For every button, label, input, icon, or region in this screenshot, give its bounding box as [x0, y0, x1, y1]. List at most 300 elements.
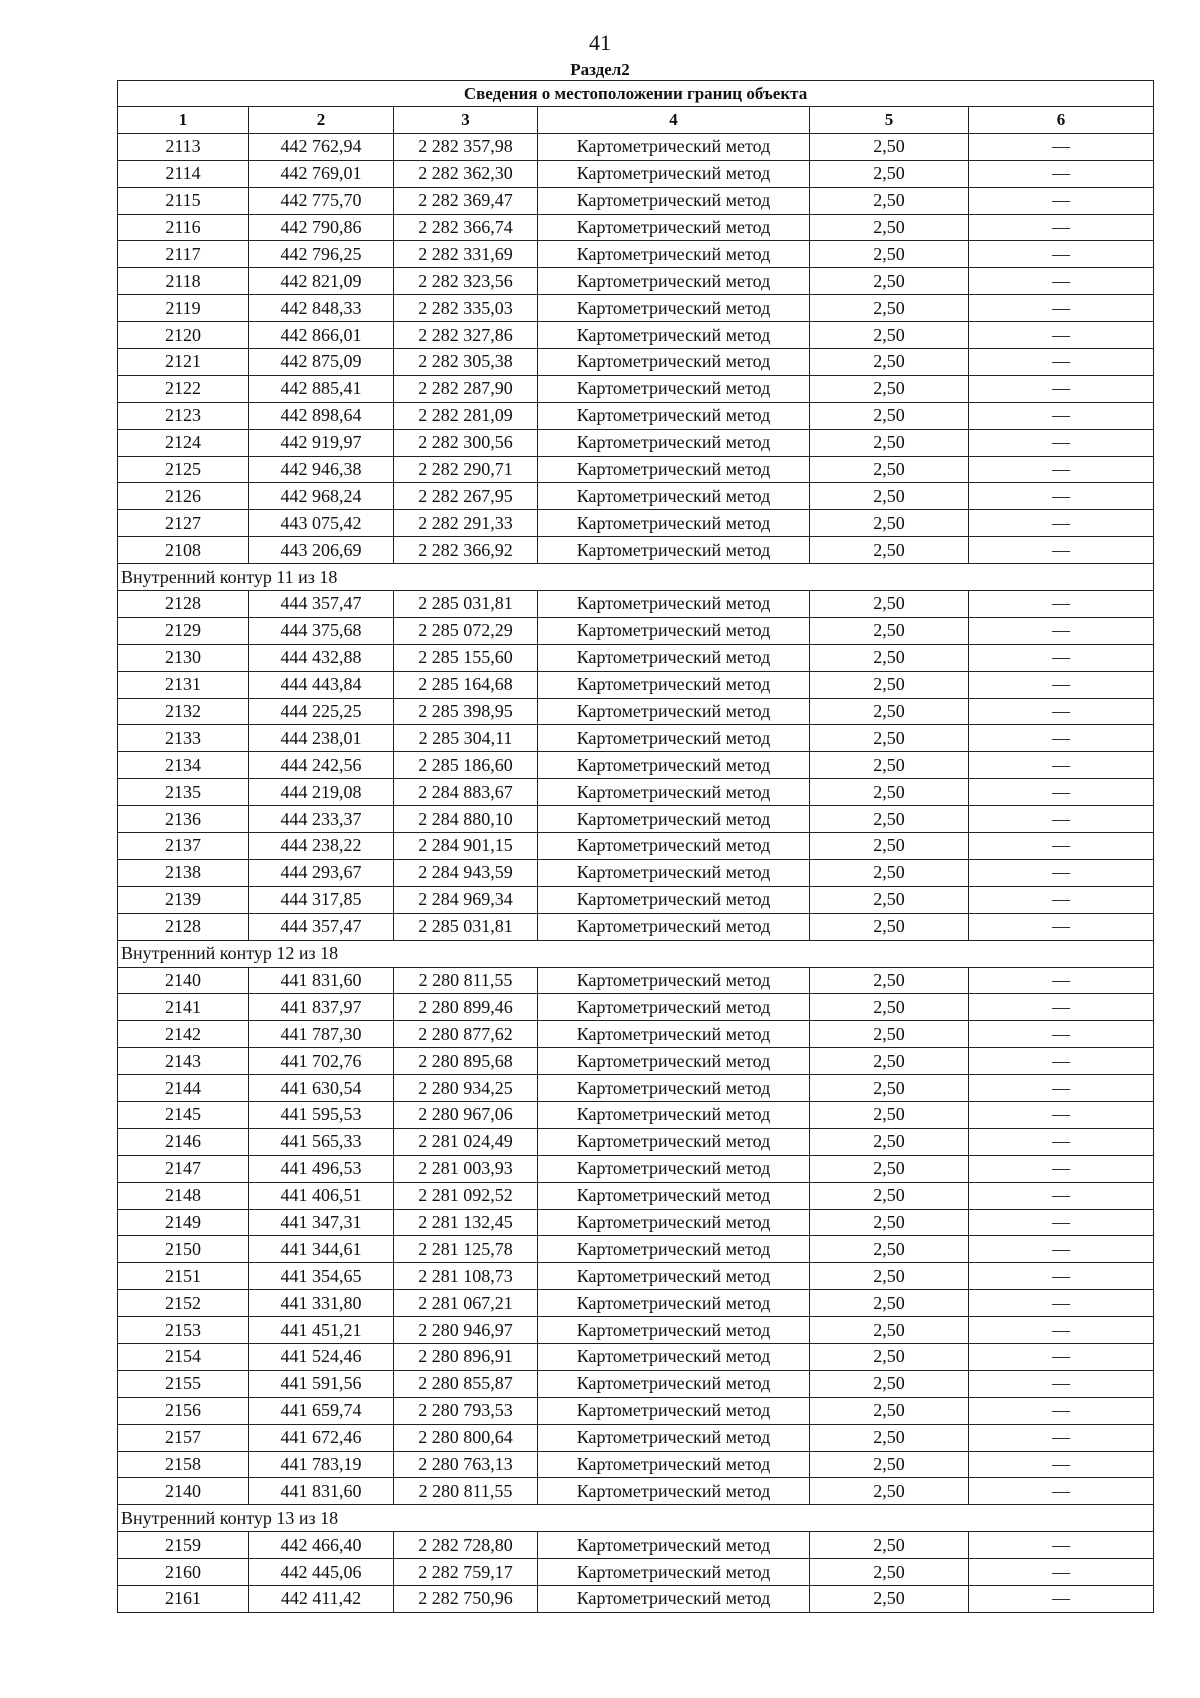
method-cell: Картометрический метод: [538, 349, 810, 376]
point-number-cell: 2119: [118, 295, 249, 322]
description-cell: —: [969, 859, 1154, 886]
y-coordinate-cell: 2 281 125,78: [394, 1236, 538, 1263]
description-cell: —: [969, 1155, 1154, 1182]
method-cell: Картометрический метод: [538, 644, 810, 671]
accuracy-cell: 2,50: [810, 1343, 969, 1370]
table-row: [118, 402, 1154, 429]
y-coordinate-cell: 2 282 362,30: [394, 160, 538, 187]
point-number-cell: 2120: [118, 322, 249, 349]
table-row: [118, 591, 1154, 618]
x-coordinate-cell: 444 293,67: [249, 859, 394, 886]
table-row: [118, 322, 1154, 349]
point-number-cell: 2150: [118, 1236, 249, 1263]
point-number-cell: 2126: [118, 483, 249, 510]
method-cell: Картометрический метод: [538, 483, 810, 510]
accuracy-cell: 2,50: [810, 617, 969, 644]
point-number-cell: 2146: [118, 1128, 249, 1155]
column-number-row: [118, 107, 1154, 134]
y-coordinate-cell: 2 282 369,47: [394, 187, 538, 214]
accuracy-cell: 2,50: [810, 1075, 969, 1102]
table-row: [118, 1424, 1154, 1451]
x-coordinate-cell: 444 443,84: [249, 671, 394, 698]
accuracy-cell: 2,50: [810, 295, 969, 322]
x-coordinate-cell: 441 672,46: [249, 1424, 394, 1451]
table-row: [118, 187, 1154, 214]
description-cell: —: [969, 833, 1154, 860]
accuracy-cell: 2,50: [810, 133, 969, 160]
description-cell: —: [969, 1021, 1154, 1048]
point-number-cell: 2149: [118, 1209, 249, 1236]
accuracy-cell: 2,50: [810, 510, 969, 537]
y-coordinate-cell: 2 285 164,68: [394, 671, 538, 698]
contour-heading: Внутренний контур 13 из 18: [118, 1505, 1154, 1532]
point-number-cell: 2139: [118, 886, 249, 913]
accuracy-cell: 2,50: [810, 187, 969, 214]
point-number-cell: 2124: [118, 429, 249, 456]
point-number-cell: 2128: [118, 913, 249, 940]
method-cell: Картометрический метод: [538, 913, 810, 940]
y-coordinate-cell: 2 282 327,86: [394, 322, 538, 349]
method-cell: Картометрический метод: [538, 537, 810, 564]
point-number-cell: 2151: [118, 1263, 249, 1290]
point-number-cell: 2155: [118, 1370, 249, 1397]
method-cell: Картометрический метод: [538, 322, 810, 349]
x-coordinate-cell: 441 783,19: [249, 1451, 394, 1478]
x-coordinate-cell: 441 630,54: [249, 1075, 394, 1102]
table-row: [118, 214, 1154, 241]
method-cell: Картометрический метод: [538, 1075, 810, 1102]
y-coordinate-cell: 2 285 031,81: [394, 591, 538, 618]
point-number-cell: 2157: [118, 1424, 249, 1451]
x-coordinate-cell: 441 595,53: [249, 1101, 394, 1128]
point-number-cell: 2143: [118, 1048, 249, 1075]
description-cell: —: [969, 806, 1154, 833]
contour-heading-row: [118, 940, 1154, 967]
method-cell: Картометрический метод: [538, 429, 810, 456]
description-cell: —: [969, 160, 1154, 187]
x-coordinate-cell: 441 831,60: [249, 967, 394, 994]
point-number-cell: 2135: [118, 779, 249, 806]
y-coordinate-cell: 2 280 763,13: [394, 1451, 538, 1478]
description-cell: —: [969, 671, 1154, 698]
accuracy-cell: 2,50: [810, 1290, 969, 1317]
method-cell: Картометрический метод: [538, 1585, 810, 1612]
accuracy-cell: 2,50: [810, 1155, 969, 1182]
y-coordinate-cell: 2 280 946,97: [394, 1317, 538, 1344]
y-coordinate-cell: 2 281 003,93: [394, 1155, 538, 1182]
y-coordinate-cell: 2 280 899,46: [394, 994, 538, 1021]
method-cell: Картометрический метод: [538, 241, 810, 268]
method-cell: Картометрический метод: [538, 375, 810, 402]
point-number-cell: 2122: [118, 375, 249, 402]
table-row: [118, 833, 1154, 860]
table-row: [118, 806, 1154, 833]
y-coordinate-cell: 2 282 305,38: [394, 349, 538, 376]
y-coordinate-cell: 2 284 943,59: [394, 859, 538, 886]
table-row: [118, 295, 1154, 322]
y-coordinate-cell: 2 281 024,49: [394, 1128, 538, 1155]
accuracy-cell: 2,50: [810, 429, 969, 456]
x-coordinate-cell: 442 875,09: [249, 349, 394, 376]
method-cell: Картометрический метод: [538, 833, 810, 860]
y-coordinate-cell: 2 281 067,21: [394, 1290, 538, 1317]
description-cell: —: [969, 1048, 1154, 1075]
method-cell: Картометрический метод: [538, 133, 810, 160]
description-cell: —: [969, 133, 1154, 160]
x-coordinate-cell: 441 406,51: [249, 1182, 394, 1209]
accuracy-cell: 2,50: [810, 1101, 969, 1128]
table-row: [118, 1236, 1154, 1263]
accuracy-cell: 2,50: [810, 591, 969, 618]
method-cell: Картометрический метод: [538, 591, 810, 618]
method-cell: Картометрический метод: [538, 1370, 810, 1397]
column-header: 6: [969, 107, 1154, 134]
y-coordinate-cell: 2 282 759,17: [394, 1559, 538, 1586]
y-coordinate-cell: 2 285 155,60: [394, 644, 538, 671]
x-coordinate-cell: 442 762,94: [249, 133, 394, 160]
description-cell: —: [969, 1101, 1154, 1128]
method-cell: Картометрический метод: [538, 402, 810, 429]
y-coordinate-cell: 2 280 895,68: [394, 1048, 538, 1075]
point-number-cell: 2160: [118, 1559, 249, 1586]
x-coordinate-cell: 444 242,56: [249, 752, 394, 779]
method-cell: Картометрический метод: [538, 1128, 810, 1155]
table-row: [118, 375, 1154, 402]
method-cell: Картометрический метод: [538, 1343, 810, 1370]
point-number-cell: 2127: [118, 510, 249, 537]
x-coordinate-cell: 441 354,65: [249, 1263, 394, 1290]
method-cell: Картометрический метод: [538, 1021, 810, 1048]
accuracy-cell: 2,50: [810, 1021, 969, 1048]
accuracy-cell: 2,50: [810, 698, 969, 725]
table-row: [118, 1370, 1154, 1397]
boundary-coordinates-table: [117, 80, 1154, 1613]
x-coordinate-cell: 444 375,68: [249, 617, 394, 644]
description-cell: —: [969, 483, 1154, 510]
x-coordinate-cell: 442 769,01: [249, 160, 394, 187]
y-coordinate-cell: 2 280 896,91: [394, 1343, 538, 1370]
description-cell: —: [969, 295, 1154, 322]
accuracy-cell: 2,50: [810, 456, 969, 483]
point-number-cell: 2138: [118, 859, 249, 886]
y-coordinate-cell: 2 285 186,60: [394, 752, 538, 779]
table-row: [118, 268, 1154, 295]
table-row: [118, 779, 1154, 806]
x-coordinate-cell: 444 238,01: [249, 725, 394, 752]
description-cell: —: [969, 322, 1154, 349]
column-header: 2: [249, 107, 394, 134]
column-header: 3: [394, 107, 538, 134]
description-cell: —: [969, 510, 1154, 537]
point-number-cell: 2132: [118, 698, 249, 725]
description-cell: —: [969, 1182, 1154, 1209]
accuracy-cell: 2,50: [810, 1317, 969, 1344]
x-coordinate-cell: 441 565,33: [249, 1128, 394, 1155]
x-coordinate-cell: 441 524,46: [249, 1343, 394, 1370]
accuracy-cell: 2,50: [810, 268, 969, 295]
table-row: [118, 537, 1154, 564]
table-row: [118, 698, 1154, 725]
y-coordinate-cell: 2 282 287,90: [394, 375, 538, 402]
table-row: [118, 886, 1154, 913]
accuracy-cell: 2,50: [810, 537, 969, 564]
table-row: [118, 1451, 1154, 1478]
description-cell: —: [969, 1478, 1154, 1505]
x-coordinate-cell: 442 885,41: [249, 375, 394, 402]
x-coordinate-cell: 442 796,25: [249, 241, 394, 268]
x-coordinate-cell: 444 357,47: [249, 591, 394, 618]
description-cell: —: [969, 1585, 1154, 1612]
description-cell: —: [969, 752, 1154, 779]
method-cell: Картометрический метод: [538, 806, 810, 833]
point-number-cell: 2134: [118, 752, 249, 779]
x-coordinate-cell: 441 831,60: [249, 1478, 394, 1505]
point-number-cell: 2148: [118, 1182, 249, 1209]
method-cell: Картометрический метод: [538, 1209, 810, 1236]
x-coordinate-cell: 442 919,97: [249, 429, 394, 456]
accuracy-cell: 2,50: [810, 1585, 969, 1612]
description-cell: —: [969, 967, 1154, 994]
description-cell: —: [969, 241, 1154, 268]
x-coordinate-cell: 442 445,06: [249, 1559, 394, 1586]
method-cell: Картометрический метод: [538, 1290, 810, 1317]
point-number-cell: 2144: [118, 1075, 249, 1102]
table-row: [118, 671, 1154, 698]
description-cell: —: [969, 725, 1154, 752]
table-row: [118, 1290, 1154, 1317]
y-coordinate-cell: 2 284 901,15: [394, 833, 538, 860]
y-coordinate-cell: 2 281 108,73: [394, 1263, 538, 1290]
x-coordinate-cell: 441 451,21: [249, 1317, 394, 1344]
method-cell: Картометрический метод: [538, 295, 810, 322]
point-number-cell: 2133: [118, 725, 249, 752]
description-cell: —: [969, 268, 1154, 295]
method-cell: Картометрический метод: [538, 1424, 810, 1451]
description-cell: —: [969, 429, 1154, 456]
description-cell: —: [969, 1290, 1154, 1317]
table-row: [118, 1478, 1154, 1505]
table-row: [118, 913, 1154, 940]
y-coordinate-cell: 2 282 300,56: [394, 429, 538, 456]
table-row: [118, 859, 1154, 886]
method-cell: Картометрический метод: [538, 698, 810, 725]
y-coordinate-cell: 2 282 291,33: [394, 510, 538, 537]
y-coordinate-cell: 2 280 811,55: [394, 1478, 538, 1505]
accuracy-cell: 2,50: [810, 1424, 969, 1451]
point-number-cell: 2137: [118, 833, 249, 860]
method-cell: Картометрический метод: [538, 1451, 810, 1478]
x-coordinate-cell: 444 219,08: [249, 779, 394, 806]
accuracy-cell: 2,50: [810, 375, 969, 402]
method-cell: Картометрический метод: [538, 671, 810, 698]
description-cell: —: [969, 1128, 1154, 1155]
x-coordinate-cell: 442 866,01: [249, 322, 394, 349]
y-coordinate-cell: 2 280 877,62: [394, 1021, 538, 1048]
table-row: [118, 1585, 1154, 1612]
x-coordinate-cell: 442 968,24: [249, 483, 394, 510]
description-cell: —: [969, 402, 1154, 429]
description-cell: —: [969, 1343, 1154, 1370]
method-cell: Картометрический метод: [538, 779, 810, 806]
table-caption: Сведения о местоположении границ объекта: [118, 81, 1154, 107]
description-cell: —: [969, 456, 1154, 483]
x-coordinate-cell: 442 775,70: [249, 187, 394, 214]
accuracy-cell: 2,50: [810, 886, 969, 913]
method-cell: Картометрический метод: [538, 1559, 810, 1586]
x-coordinate-cell: 442 466,40: [249, 1532, 394, 1559]
point-number-cell: 2131: [118, 671, 249, 698]
y-coordinate-cell: 2 281 092,52: [394, 1182, 538, 1209]
accuracy-cell: 2,50: [810, 1451, 969, 1478]
point-number-cell: 2115: [118, 187, 249, 214]
x-coordinate-cell: 444 233,37: [249, 806, 394, 833]
description-cell: —: [969, 644, 1154, 671]
method-cell: Картометрический метод: [538, 1317, 810, 1344]
column-header: 4: [538, 107, 810, 134]
description-cell: —: [969, 1559, 1154, 1586]
accuracy-cell: 2,50: [810, 1559, 969, 1586]
description-cell: —: [969, 1075, 1154, 1102]
table-row: [118, 510, 1154, 537]
method-cell: Картометрический метод: [538, 617, 810, 644]
method-cell: Картометрический метод: [538, 1182, 810, 1209]
x-coordinate-cell: 442 821,09: [249, 268, 394, 295]
accuracy-cell: 2,50: [810, 241, 969, 268]
y-coordinate-cell: 2 284 969,34: [394, 886, 538, 913]
y-coordinate-cell: 2 285 072,29: [394, 617, 538, 644]
description-cell: —: [969, 886, 1154, 913]
point-number-cell: 2130: [118, 644, 249, 671]
table-row: [118, 752, 1154, 779]
y-coordinate-cell: 2 280 811,55: [394, 967, 538, 994]
method-cell: Картометрический метод: [538, 1263, 810, 1290]
accuracy-cell: 2,50: [810, 1263, 969, 1290]
method-cell: Картометрический метод: [538, 268, 810, 295]
method-cell: Картометрический метод: [538, 1397, 810, 1424]
table-row: [118, 160, 1154, 187]
accuracy-cell: 2,50: [810, 1128, 969, 1155]
method-cell: Картометрический метод: [538, 752, 810, 779]
table-row: [118, 1182, 1154, 1209]
method-cell: Картометрический метод: [538, 1532, 810, 1559]
table-row: [118, 429, 1154, 456]
method-cell: Картометрический метод: [538, 160, 810, 187]
accuracy-cell: 2,50: [810, 752, 969, 779]
accuracy-cell: 2,50: [810, 1048, 969, 1075]
point-number-cell: 2153: [118, 1317, 249, 1344]
method-cell: Картометрический метод: [538, 994, 810, 1021]
description-cell: —: [969, 994, 1154, 1021]
method-cell: Картометрический метод: [538, 725, 810, 752]
accuracy-cell: 2,50: [810, 967, 969, 994]
y-coordinate-cell: 2 281 132,45: [394, 1209, 538, 1236]
point-number-cell: 2142: [118, 1021, 249, 1048]
description-cell: —: [969, 1236, 1154, 1263]
description-cell: —: [969, 913, 1154, 940]
accuracy-cell: 2,50: [810, 1182, 969, 1209]
table-row: [118, 967, 1154, 994]
table-row: [118, 617, 1154, 644]
description-cell: —: [969, 617, 1154, 644]
description-cell: —: [969, 1317, 1154, 1344]
x-coordinate-cell: 441 347,31: [249, 1209, 394, 1236]
contour-heading-row: [118, 564, 1154, 591]
accuracy-cell: 2,50: [810, 1370, 969, 1397]
point-number-cell: 2114: [118, 160, 249, 187]
contour-heading-row: [118, 1505, 1154, 1532]
page-number: 41: [589, 30, 611, 55]
accuracy-cell: 2,50: [810, 402, 969, 429]
point-number-cell: 2156: [118, 1397, 249, 1424]
y-coordinate-cell: 2 282 728,80: [394, 1532, 538, 1559]
x-coordinate-cell: 443 075,42: [249, 510, 394, 537]
description-cell: —: [969, 537, 1154, 564]
y-coordinate-cell: 2 284 883,67: [394, 779, 538, 806]
column-header: 5: [810, 107, 969, 134]
description-cell: —: [969, 591, 1154, 618]
description-cell: —: [969, 1451, 1154, 1478]
y-coordinate-cell: 2 280 793,53: [394, 1397, 538, 1424]
method-cell: Картометрический метод: [538, 1236, 810, 1263]
description-cell: —: [969, 1370, 1154, 1397]
point-number-cell: 2108: [118, 537, 249, 564]
y-coordinate-cell: 2 285 398,95: [394, 698, 538, 725]
method-cell: Картометрический метод: [538, 1048, 810, 1075]
accuracy-cell: 2,50: [810, 1397, 969, 1424]
contour-heading: Внутренний контур 11 из 18: [118, 564, 1154, 591]
x-coordinate-cell: 441 702,76: [249, 1048, 394, 1075]
y-coordinate-cell: 2 282 366,74: [394, 214, 538, 241]
table-row: [118, 456, 1154, 483]
accuracy-cell: 2,50: [810, 725, 969, 752]
point-number-cell: 2136: [118, 806, 249, 833]
y-coordinate-cell: 2 280 800,64: [394, 1424, 538, 1451]
table-body: [118, 133, 1154, 1612]
description-cell: —: [969, 1532, 1154, 1559]
point-number-cell: 2117: [118, 241, 249, 268]
table-row: [118, 1209, 1154, 1236]
description-cell: —: [969, 1397, 1154, 1424]
x-coordinate-cell: 441 496,53: [249, 1155, 394, 1182]
y-coordinate-cell: 2 282 281,09: [394, 402, 538, 429]
method-cell: Картометрический метод: [538, 886, 810, 913]
y-coordinate-cell: 2 280 934,25: [394, 1075, 538, 1102]
y-coordinate-cell: 2 282 267,95: [394, 483, 538, 510]
method-cell: Картометрический метод: [538, 1478, 810, 1505]
x-coordinate-cell: 442 946,38: [249, 456, 394, 483]
table-row: [118, 349, 1154, 376]
y-coordinate-cell: 2 282 290,71: [394, 456, 538, 483]
table-row: [118, 483, 1154, 510]
x-coordinate-cell: 443 206,69: [249, 537, 394, 564]
method-cell: Картометрический метод: [538, 187, 810, 214]
table-row: [118, 1048, 1154, 1075]
accuracy-cell: 2,50: [810, 483, 969, 510]
y-coordinate-cell: 2 280 967,06: [394, 1101, 538, 1128]
column-header: 1: [118, 107, 249, 134]
table-row: [118, 1128, 1154, 1155]
table-row: [118, 1263, 1154, 1290]
x-coordinate-cell: 441 659,74: [249, 1397, 394, 1424]
point-number-cell: 2147: [118, 1155, 249, 1182]
table-row: [118, 1559, 1154, 1586]
table-row: [118, 241, 1154, 268]
method-cell: Картометрический метод: [538, 1101, 810, 1128]
description-cell: —: [969, 187, 1154, 214]
x-coordinate-cell: 441 344,61: [249, 1236, 394, 1263]
x-coordinate-cell: 441 787,30: [249, 1021, 394, 1048]
point-number-cell: 2159: [118, 1532, 249, 1559]
